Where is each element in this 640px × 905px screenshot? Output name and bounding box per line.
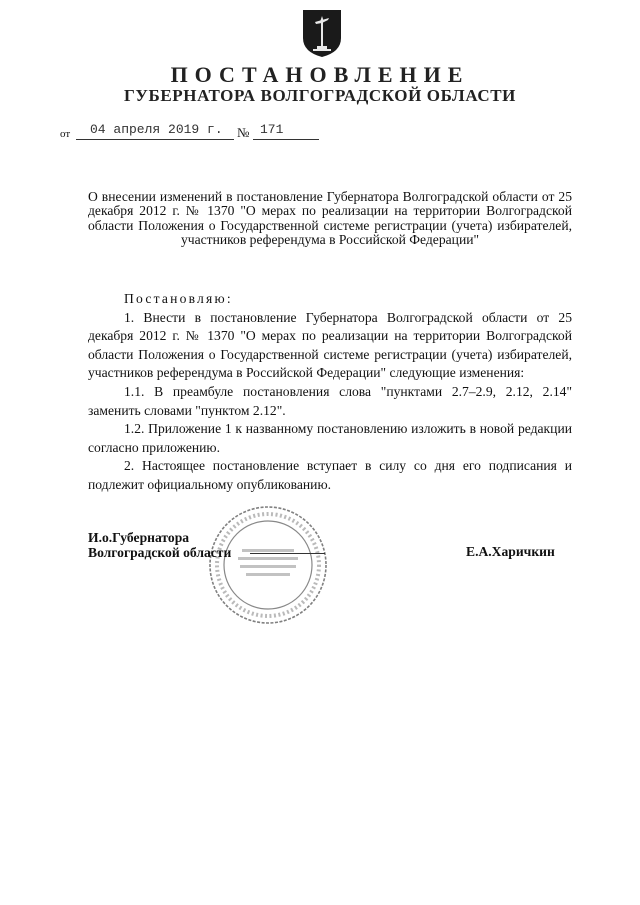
paragraph-2: 2. Настоящее постановление вступает в силу со дня его подписания и подлежит официальному опубликованию. <box>88 458 572 492</box>
number-underline <box>253 139 319 140</box>
official-stamp <box>206 503 330 627</box>
resolve-heading: Постановляю: <box>124 291 233 306</box>
document-body <box>88 290 572 495</box>
paragraph-1-1: 1.1. В преамбуле постановления слова "пунктами 2.7–2.9, 2.12, 2.14" заменить словами "пунктом 2.12". <box>88 383 572 418</box>
date-value: 04 апреля 2019 г. <box>90 122 223 137</box>
date-label: от <box>60 128 71 140</box>
date-number-line <box>60 122 380 142</box>
date-underline <box>76 139 234 140</box>
number-label: № <box>237 125 250 140</box>
signatory-position-line2: Волгоградской области <box>88 545 232 560</box>
number-value: 171 <box>260 122 284 137</box>
coat-of-arms-emblem <box>301 8 343 58</box>
document-subject: О внесении изменений в постановление Губернатора Волгоградской области от 25 декабря 2012 г. № 1370 "О мерах по реализации на территории Волгоградской области Положения о Государственной системе регистрации (учета) избирателей, участников референдума в Российской Федерации" <box>88 189 572 248</box>
document-subtitle: ГУБЕРНАТОРА ВОЛГОГРАДСКОЙ ОБЛАСТИ <box>124 86 516 105</box>
paragraph-1: 1. Внести в постановление Губернатора Волгоградской области от 25 декабря 2012 г. № 1370 "О мерах по реализации на территории Волгоградской области Положения о Государственной системе регистрации (учета) избирателей, участников референдума в Российской Федерации" следующие изменения: <box>88 309 572 381</box>
signature-line <box>250 553 325 554</box>
signatory-position <box>88 530 231 560</box>
signatory-name: Е.А.Харичкин <box>466 544 555 559</box>
paragraph-1-2: 1.2. Приложение 1 к названному постановлению изложить в новой редакции согласно приложению. <box>88 421 572 455</box>
signatory-position-line1: И.о.Губернатора <box>88 530 190 545</box>
document-title: ПОСТАНОВЛЕНИЕ <box>170 62 470 87</box>
